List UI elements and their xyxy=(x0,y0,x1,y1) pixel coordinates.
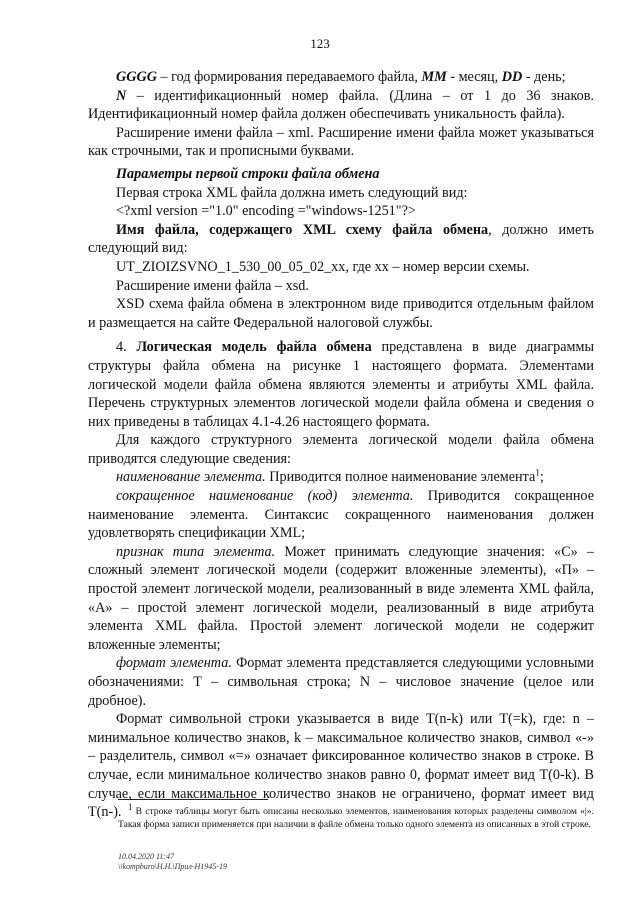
paragraph-string-format: Формат символьной строки указывается в виде Т(n-k) или Т(=k), где: n – минимальное количество знаков, k – максимальное количество знаков, символ «-» – разделитель, символ «=» означает фиксированное количество знаков в строке. В случае, если минимальное количество знаков равно 0, формат имеет вид Т(0-k). В случае, если максимальное количество знаков не ограничено, формат имеет вид Т(n-). xyxy=(88,711,594,821)
element-type-desc: Может принимать следующие значения: «С» – сложный элемент логической модели (содержит вложенные элементы), «П» – простой элемент логической модели, реализованный в виде элемента XML файла, «А» – простой элемент логической модели, реализованный в виде атрибута элемента XML файла. Простой элемент логической модели не содержит вложенные элементы; xyxy=(88,543,594,653)
footnote xyxy=(118,801,594,831)
element-format-term: формат элемента. xyxy=(116,655,232,672)
page-number: 123 xyxy=(310,36,330,51)
element-name-end: ; xyxy=(539,469,544,486)
logical-model-desc: представлена в виде диаграммы структуры файла обмена на рисунке 1 настоящего формата. Элементами логической модели файла обмена являются элементы и атрибуты XML файла. Перечень структурных элементов логической модели файла обмена и сведения о них приведены в таблицах 4.1-4.26 настоящего формата. xyxy=(88,339,595,430)
n-term: N xyxy=(116,87,127,104)
mm-term: MM xyxy=(421,69,447,85)
paragraph-first-line: Первая строка XML файла должна иметь следующий вид: xyxy=(116,184,468,201)
gggg-desc: – год формирования передаваемого файла, xyxy=(156,69,422,85)
paragraph-element-info: Для каждого структурного элемента логической модели файла обмена приводятся следующие сведения: xyxy=(88,432,594,467)
footnote-text: В строке таблицы могут быть описаны несколько элементов, наименования которых разделены символом «|». Такая форма записи применяется при наличии в файле обмена только одного элемента из описанных в этой строке. xyxy=(118,806,594,830)
paragraph-element-code xyxy=(88,487,594,543)
gggg-term: GGGG xyxy=(116,69,157,85)
mm-desc: - месяц, xyxy=(446,69,502,85)
stamp-timestamp: 10.04.2020 11:47 xyxy=(118,852,175,861)
paragraph-file-id xyxy=(88,87,594,124)
schema-name-heading: Имя файла, содержащего XML схему файла обмена xyxy=(116,221,489,238)
paragraph-xsd-publication: XSD схема файла обмена в электронном виде приводится отдельным файлом и размещается на сайте Федеральной налоговой службы. xyxy=(88,296,594,331)
logical-model-heading: Логическая модель файла обмена xyxy=(136,339,372,356)
element-name-desc: Приводится полное наименование элемента xyxy=(265,469,536,486)
footnote-divider xyxy=(118,799,268,800)
footnote-ref[interactable]: 1 xyxy=(535,467,540,478)
dd-desc: - день; xyxy=(522,69,566,85)
section-heading-first-line: Параметры первой строки файла обмена xyxy=(116,165,380,182)
paragraph-element-format xyxy=(88,654,594,710)
paragraph-element-type xyxy=(88,543,594,655)
paragraph-xml-declaration: <?xml version ="1.0" encoding ="windows-1251"?> xyxy=(116,203,416,220)
footnote-mark: 1 xyxy=(128,801,133,812)
element-code-desc: Приводится сокращенное наименование элемента. Синтаксис сокращенного наименования должен удовлетворять спецификации XML; xyxy=(88,488,594,542)
n-desc: – идентификационный номер файла. (Длина – от 1 до 36 знаков. Идентификационный номер файла должен обеспечивать уникальность файла). xyxy=(88,87,594,123)
paragraph-element-name xyxy=(88,468,594,487)
element-code-term: сокращенное наименование (код) элемента. xyxy=(116,488,414,505)
element-type-term: признак типа элемента. xyxy=(116,543,276,560)
stamp-path: \\kompburo\Н.Н.\Прил-Н1945-19 xyxy=(118,862,227,871)
paragraph-schema-name xyxy=(88,221,594,258)
document-body xyxy=(88,68,595,822)
paragraph-xsd-extension: Расширение имени файла – xsd. xyxy=(116,277,309,294)
element-name-term: наименование элемента. xyxy=(116,469,266,486)
section-number: 4. xyxy=(116,339,137,356)
paragraph-date-format xyxy=(88,68,594,87)
paragraph-extension: Расширение имени файла – xml. Расширение имени файла может указываться как строчными, так и прописными буквами. xyxy=(88,124,594,160)
paragraph-schema-filename: UT_ZIOIZSVNO_1_530_00_05_02_xx, где хх – номер версии схемы. xyxy=(116,258,530,275)
paragraph-logical-model xyxy=(88,338,594,431)
schema-name-desc: , должно иметь следующий вид: xyxy=(88,221,594,257)
print-stamp xyxy=(118,852,227,872)
dd-term: DD xyxy=(501,69,523,85)
element-format-desc: Формат элемента представляется следующими условными обозначениями: Т – символьная строка; N – числовое значение (целое или дробное). xyxy=(88,655,594,709)
